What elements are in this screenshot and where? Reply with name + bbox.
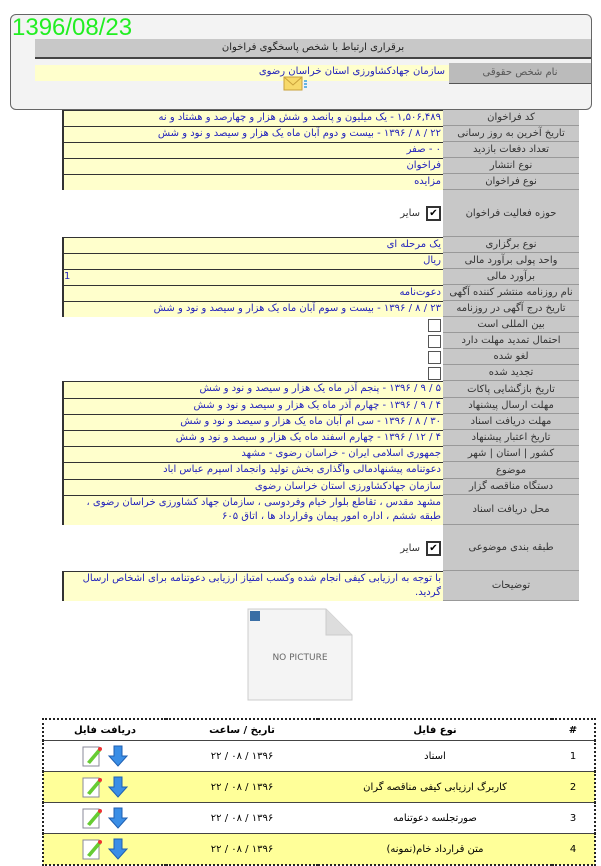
field-value: فراخوان [62, 158, 443, 174]
field-label: تجدید شده [443, 365, 579, 381]
field-label: نوع برگزاری [443, 237, 579, 253]
field-row [62, 381, 579, 398]
field-label: نوع انتشار [443, 158, 579, 174]
field-value: یک مرحله ای [62, 237, 443, 253]
field-value: ۰ - صفر [62, 142, 443, 158]
field-label: محل دریافت اسناد [443, 495, 579, 525]
edit-document-icon[interactable] [81, 807, 103, 829]
field-checkbox-cell [62, 333, 443, 349]
field-label: تاریخ بازگشایی پاکات [443, 381, 579, 398]
field-row [62, 126, 579, 142]
file-date: ۱۳۹۶ / ۰۸ / ۲۲ [166, 803, 318, 834]
field-label: توضیحات [443, 571, 579, 601]
field-value: ۴ / ۱۲ / ۱۳۹۶ - چهارم اسفند ماه یک هزار و سیصد و نود و شش [62, 430, 443, 446]
field-value: ۲۲ / ۸ / ۱۳۹۶ - بیست و دوم آبان ماه یک هزار و سیصد و نود و شش [62, 126, 443, 142]
no-picture-label: NO PICTURE [272, 653, 328, 663]
field-label: واحد پولی برآورد مالی [443, 253, 579, 269]
field-row [62, 414, 579, 430]
field-value: سازمان جهادکشاورزی استان خراسان رضوی [62, 479, 443, 495]
field-value: مزایده [62, 174, 443, 190]
field-value: جمهوری اسلامی ایران - خراسان رضوی - مشهد [62, 446, 443, 462]
field-row [62, 495, 579, 525]
tender-details-form [62, 110, 579, 601]
col-download: دریافت فایل [74, 724, 136, 736]
field-label: نام روزنامه منتشر کننده آگهی [443, 285, 579, 301]
field-value: ۴ / ۹ / ۱۳۹۶ - چهارم آذر ماه یک هزار و سیصد و نود و شش [62, 398, 443, 414]
field-label: کشور | استان | شهر [443, 446, 579, 462]
file-row [43, 803, 595, 834]
field-label: تاریخ درج آگهی در روزنامه [443, 301, 579, 317]
field-row [62, 430, 579, 446]
download-arrow-icon[interactable] [107, 838, 129, 860]
file-date: ۱۳۹۶ / ۰۸ / ۲۲ [166, 772, 318, 803]
field-row [62, 525, 579, 571]
checkbox[interactable]: ✔ [426, 541, 441, 556]
col-date: تاریخ / ساعت [209, 724, 275, 736]
checkbox[interactable] [428, 335, 441, 348]
field-row [62, 301, 579, 317]
edit-document-icon[interactable] [81, 776, 103, 798]
field-value: ۳۰ / ۸ / ۱۳۹۶ - سی ام آبان ماه یک هزار و سیصد و نود و شش [62, 414, 443, 430]
download-arrow-icon[interactable] [107, 807, 129, 829]
checkbox[interactable] [428, 319, 441, 332]
file-row [43, 741, 595, 772]
field-value: ریال [62, 253, 443, 269]
field-row [62, 237, 579, 253]
file-type: صورتجلسه دعوتنامه [318, 803, 552, 834]
envelope-icon[interactable] [283, 75, 307, 93]
field-value: مشهد مقدس ، تقاطع بلوار خیام وفردوسی ، سازمان جهاد کشاورزی خراسان رضوی ، طبقه ششم ، اداره امور پیمان وقرارداد ها ، اتاق ۶۰۵ [62, 495, 443, 525]
field-value: 1 [62, 269, 443, 285]
checkbox-label: سایر [400, 542, 420, 554]
edit-document-icon[interactable] [81, 745, 103, 767]
field-row [62, 110, 579, 126]
field-row [62, 158, 579, 174]
col-file-type: نوع فایل [413, 724, 457, 736]
field-label: لغو شده [443, 349, 579, 365]
legal-person-value: سازمان جهادکشاورزی استان خراسان رضوی [258, 66, 445, 77]
field-label: تاریخ آخرین به روز رسانی [443, 126, 579, 142]
date-stamp: 1396/08/23 [12, 14, 133, 41]
field-row [62, 333, 579, 349]
legal-person-row [35, 65, 591, 81]
field-label: مهلت دریافت اسناد [443, 414, 579, 430]
field-label: تعداد دفعات بازدید [443, 142, 579, 158]
field-row [62, 174, 579, 190]
field-row [62, 349, 579, 365]
field-label: موضوع [443, 462, 579, 479]
file-date: ۱۳۹۶ / ۰۸ / ۲۲ [166, 741, 318, 772]
file-number: 3 [552, 803, 595, 834]
checkbox[interactable] [428, 367, 441, 380]
field-label: دستگاه مناقصه گزار [443, 479, 579, 495]
field-label: طبقه بندی موضوعی [443, 525, 579, 571]
file-number: 2 [552, 772, 595, 803]
contact-title[interactable]: برقراری ارتباط با شخص پاسخگوی فراخوان [35, 39, 591, 59]
file-download-cell [43, 834, 166, 866]
field-row [62, 479, 579, 495]
field-row [62, 462, 579, 479]
field-label: مهلت ارسال پیشنهاد [443, 398, 579, 414]
field-label: تاریخ اعتبار پیشنهاد [443, 430, 579, 446]
file-download-cell [43, 741, 166, 772]
field-row [62, 285, 579, 301]
field-value: ۲۳ / ۸ / ۱۳۹۶ - بیست و سوم آبان ماه یک هزار و سیصد و نود و شش [62, 301, 443, 317]
field-row [62, 317, 579, 333]
field-value: دعوت‌نامه [62, 285, 443, 301]
field-checkbox-cell [62, 317, 443, 333]
no-picture-image [246, 607, 354, 702]
field-checkbox-cell [62, 365, 443, 381]
field-label: احتمال تمدید مهلت دارد [443, 333, 579, 349]
file-row [43, 834, 595, 866]
field-checkbox-cell [62, 525, 443, 571]
file-type: کاربرگ ارزیابی کیفی مناقصه گران [318, 772, 552, 803]
file-type: اسناد [318, 741, 552, 772]
field-value: با توجه به ارزیابی کیفی انجام شده وکسب امتیاز ارزیابی دعوتنامه برای اشخاص ارسال گردید. [62, 571, 443, 601]
field-label: کد فراخوان [443, 110, 579, 126]
field-value: دعوتنامه پیشنهادمالی واگذاری بخش تولید وانجماد اسپرم عباس اباد [62, 462, 443, 479]
field-row [62, 190, 579, 237]
field-row [62, 142, 579, 158]
field-label: برآورد مالی [443, 269, 579, 285]
field-row [62, 269, 579, 285]
field-checkbox-cell [62, 349, 443, 365]
field-label: حوزه فعالیت فراخوان [443, 190, 579, 237]
field-checkbox-cell [62, 190, 443, 237]
col-number: # [568, 724, 578, 736]
field-value: ۱,۵۰۶,۴۸۹ - یک میلیون و پانصد و شش هزار و چهارصد و هشتاد و نه [62, 110, 443, 126]
field-row [62, 398, 579, 414]
checkbox-label: سایر [400, 208, 420, 219]
file-download-cell [43, 803, 166, 834]
field-row [62, 253, 579, 269]
files-table [42, 718, 596, 866]
checkbox[interactable] [428, 351, 441, 364]
field-row [62, 446, 579, 462]
edit-document-icon[interactable] [81, 838, 103, 860]
field-label: نوع فراخوان [443, 174, 579, 190]
file-number: 1 [552, 741, 595, 772]
download-arrow-icon[interactable] [107, 776, 129, 798]
field-row [62, 571, 579, 601]
file-number: 4 [552, 834, 595, 866]
field-row [62, 365, 579, 381]
field-label: بین المللی است [443, 317, 579, 333]
file-date: ۱۳۹۶ / ۰۸ / ۲۲ [166, 834, 318, 866]
file-row [43, 772, 595, 803]
download-arrow-icon[interactable] [107, 745, 129, 767]
checkbox[interactable]: ✔ [426, 206, 441, 221]
legal-person-label: نام شخص حقوقی [449, 63, 591, 84]
file-download-cell [43, 772, 166, 803]
file-type: متن قرارداد خام(نمونه) [318, 834, 552, 866]
field-value: ۵ / ۹ / ۱۳۹۶ - پنجم آذر ماه یک هزار و سیصد و نود و شش [62, 381, 443, 398]
